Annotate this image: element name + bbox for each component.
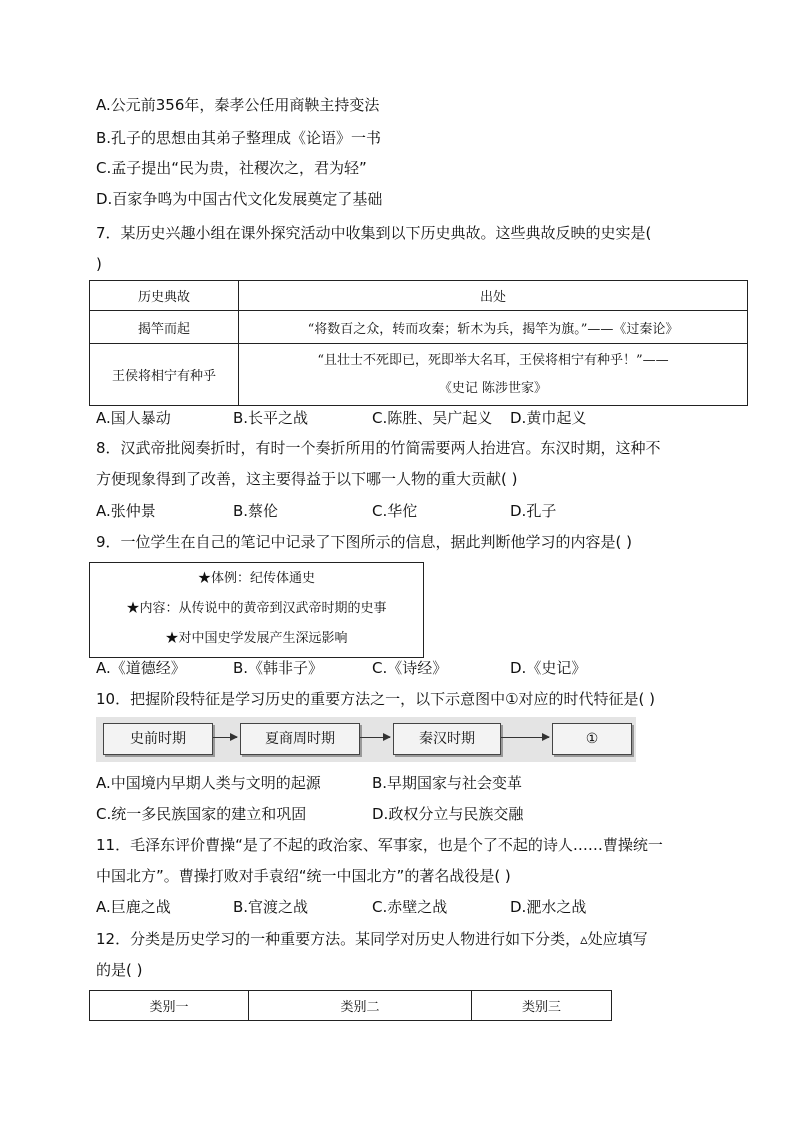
q7-stem-line2: )	[96, 255, 102, 273]
q7-header-source: 出处	[239, 281, 748, 311]
q7-stem-line1: 7．某历史兴趣小组在课外探究活动中收集到以下历史典故。这些典故反映的史实是(	[96, 224, 652, 242]
q7-row1-source: “将数百之众，转而攻秦；斩木为兵，揭竿为旗。”——《过秦论》	[239, 311, 748, 344]
q9-notes-box	[89, 562, 424, 658]
q11-option-b: B.官渡之战	[233, 898, 309, 916]
q11-stem-line2: 中国北方”。曹操打败对手袁绍“统一中国北方”的著名战役是( )	[96, 867, 511, 885]
q9-note-genre: ★体例：纪传体通史	[197, 571, 315, 586]
q10-option-d: D.政权分立与民族交融	[372, 805, 524, 823]
q10-stem: 10．把握阶段特征是学习历史的重要方法之一，以下示意图中①对应的时代特征是( )	[96, 690, 656, 708]
q7-option-b: B.长平之战	[233, 409, 309, 427]
q10-option-a: A.中国境内早期人类与文明的起源	[96, 774, 321, 792]
q6-option-a: A.公元前356年，秦孝公任用商鞅主持变法	[96, 96, 380, 114]
q7-row2-story: 王侯将相宁有种乎	[90, 344, 239, 406]
q6-option-d: D.百家争鸣为中国古代文化发展奠定了基础	[96, 190, 383, 208]
q11-option-a: A.巨鹿之战	[96, 898, 171, 916]
q8-stem-line2: 方便现象得到了改善，这主要得益于以下哪一人物的重大贡献( )	[96, 470, 518, 488]
q8-stem-line1: 8．汉武帝批阅奏折时，有时一个奏折所用的竹简需要两人抬进宫。东汉时期，这种不	[96, 439, 661, 457]
q9-note-influence: ★对中国史学发展产生深远影响	[165, 631, 348, 646]
q12-header-category2: 类别二	[249, 991, 472, 1021]
flow-box-prehistoric: 史前时期	[103, 723, 213, 755]
q8-option-d: D.孔子	[510, 502, 557, 520]
q7-option-a: A.国人暴动	[96, 409, 171, 427]
q7-option-c: C.陈胜、吴广起义	[372, 409, 493, 427]
q9-stem: 9．一位学生在自己的笔记中记录了下图所示的信息，据此判断他学习的内容是( )	[96, 533, 633, 551]
q10-flow-diagram	[96, 717, 636, 762]
q7-row1-story: 揭竿而起	[90, 311, 239, 344]
q8-option-b: B.蔡伦	[233, 502, 279, 520]
q9-option-c: C.《诗经》	[372, 659, 448, 677]
q7-header-story: 历史典故	[90, 281, 239, 311]
q12-header-category3: 类别三	[472, 991, 612, 1021]
q11-option-c: C.赤壁之战	[372, 898, 448, 916]
q12-stem-line1: 12．分类是历史学习的一种重要方法。某同学对历史人物进行如下分类，▵处应填写	[96, 930, 648, 948]
q7-row2-source-line1: “且壮士不死即已，死即举大名耳，王侯将相宁有种乎！”——	[317, 352, 669, 368]
q12-header-category1: 类别一	[90, 991, 249, 1021]
flow-arrow-2	[360, 737, 390, 738]
flow-arrow-3	[501, 737, 549, 738]
q12-stem-line2: 的是( )	[96, 961, 143, 979]
q9-option-b: B.《韩非子》	[233, 659, 324, 677]
q7-option-d: D.黄巾起义	[510, 409, 587, 427]
q7-row2-source	[239, 344, 748, 406]
flow-box-blank-1: ①	[552, 723, 632, 755]
q10-option-c: C.统一多民族国家的建立和巩固	[96, 805, 307, 823]
q9-option-a: A.《道德经》	[96, 659, 186, 677]
q11-stem-line1: 11．毛泽东评价曹操“是了不起的政治家、军事家，也是个了不起的诗人……曹操统一	[96, 836, 663, 854]
q6-option-c: C.孟子提出“民为贵，社稷次之，君为轻”	[96, 159, 367, 177]
q10-option-b: B.早期国家与社会变革	[372, 774, 523, 792]
flow-box-xia-shang-zhou: 夏商周时期	[240, 723, 360, 755]
q11-option-d: D.淝水之战	[510, 898, 587, 916]
flow-box-qin-han: 秦汉时期	[393, 723, 501, 755]
q8-option-c: C.华佗	[372, 502, 418, 520]
flow-arrow-1	[213, 737, 237, 738]
q9-option-d: D.《史记》	[510, 659, 587, 677]
q6-option-b: B.孔子的思想由其弟子整理成《论语》一书	[96, 129, 382, 147]
q8-option-a: A.张仲景	[96, 502, 156, 520]
q9-note-content: ★内容：从传说中的黄帝到汉武帝时期的史事	[126, 601, 387, 616]
q7-table	[89, 280, 748, 406]
q7-row2-source-line2: 《史记 陈涉世家》	[438, 380, 548, 396]
q12-table	[89, 990, 612, 1021]
